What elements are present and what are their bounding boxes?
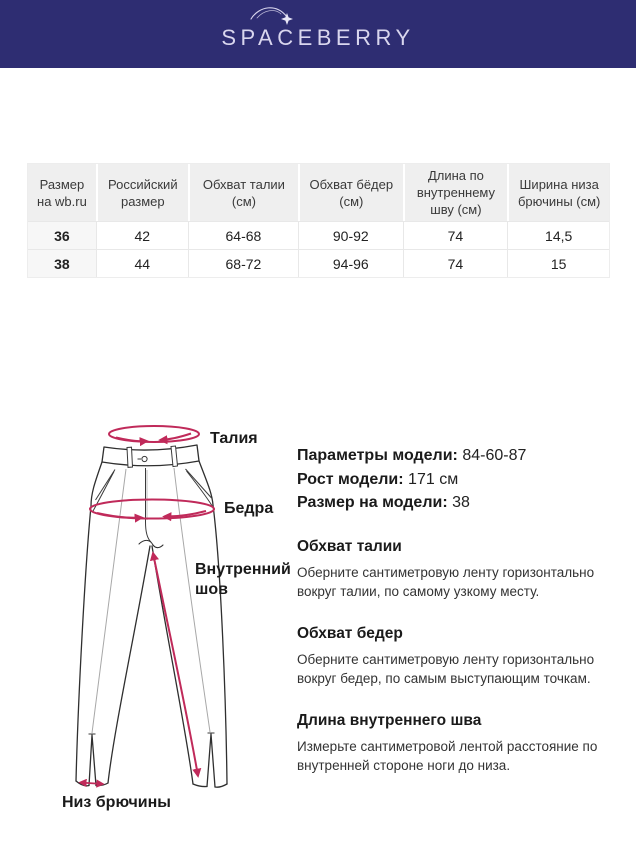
guide-text: Измерьте сантиметровой лентой расстояние по внутренней стороне ноги до низа. — [297, 738, 598, 773]
model-size-line — [297, 491, 619, 515]
size-table-header — [28, 164, 609, 221]
brand-header — [0, 0, 636, 68]
guide-title: Обхват талии — [297, 537, 402, 555]
model-height-label: Рост модели: — [297, 470, 404, 488]
cell-hips: 94-96 — [298, 249, 402, 277]
model-measurements-value: 84-60-87 — [462, 447, 527, 464]
size-table — [27, 163, 610, 278]
model-height-line — [297, 468, 619, 492]
cell-inseam: 74 — [403, 221, 508, 249]
cell-size-ru: 44 — [96, 249, 188, 277]
cell-size-ru: 42 — [96, 221, 188, 249]
model-measurements-label: Параметры модели: — [297, 447, 458, 464]
col-hips: Обхват бёдер (см) — [298, 164, 402, 221]
brand-logo — [221, 25, 414, 51]
col-waist: Обхват талии (см) — [188, 164, 298, 221]
model-params — [297, 444, 619, 515]
inseam-label: Внутренний шов — [195, 561, 291, 598]
col-size-ru: Российский размер — [96, 164, 188, 221]
cell-size-wb: 38 — [28, 249, 96, 277]
cell-leg-width: 15 — [507, 249, 609, 277]
model-size-value: 38 — [452, 494, 470, 511]
table-row — [28, 221, 609, 249]
cell-size-wb: 36 — [28, 221, 96, 249]
waist-label: Талия — [210, 430, 258, 447]
model-size-label: Размер на модели: — [297, 494, 448, 511]
guide-section-waist — [297, 538, 619, 602]
guide-text: Оберните сантиметровую ленту горизонтально вокруг бедер, по самым выступающим точкам. — [297, 651, 595, 686]
cell-inseam: 74 — [403, 249, 508, 277]
hips-label: Бедра — [224, 500, 274, 517]
guide-title: Обхват бедер — [297, 624, 403, 642]
model-height-value: 171 см — [408, 470, 459, 488]
guide-section-inseam — [297, 712, 619, 776]
cell-hips: 90-92 — [298, 221, 402, 249]
hem-label: Низ брючины — [62, 794, 171, 811]
col-inseam: Длина по внутреннему шву (см) — [403, 164, 508, 221]
cell-waist: 64-68 — [188, 221, 298, 249]
model-measurements-line — [297, 444, 619, 468]
shooting-star-icon — [249, 1, 293, 33]
brand-name: SPACEBERRY — [221, 25, 415, 50]
guide-section-hips — [297, 625, 619, 689]
table-row — [28, 249, 609, 277]
col-leg-width: Ширина низа брючины (см) — [507, 164, 609, 221]
guide-text: Оберните сантиметровую ленту горизонтально вокруг талии, по самому узкому месту. — [297, 564, 595, 599]
guide-title: Длина внутреннего шва — [297, 711, 482, 729]
cell-leg-width: 14,5 — [507, 221, 609, 249]
pants-diagram — [50, 415, 295, 830]
col-size-wb: Размер на wb.ru — [28, 164, 96, 221]
cell-waist: 68-72 — [188, 249, 298, 277]
info-column — [297, 444, 619, 776]
